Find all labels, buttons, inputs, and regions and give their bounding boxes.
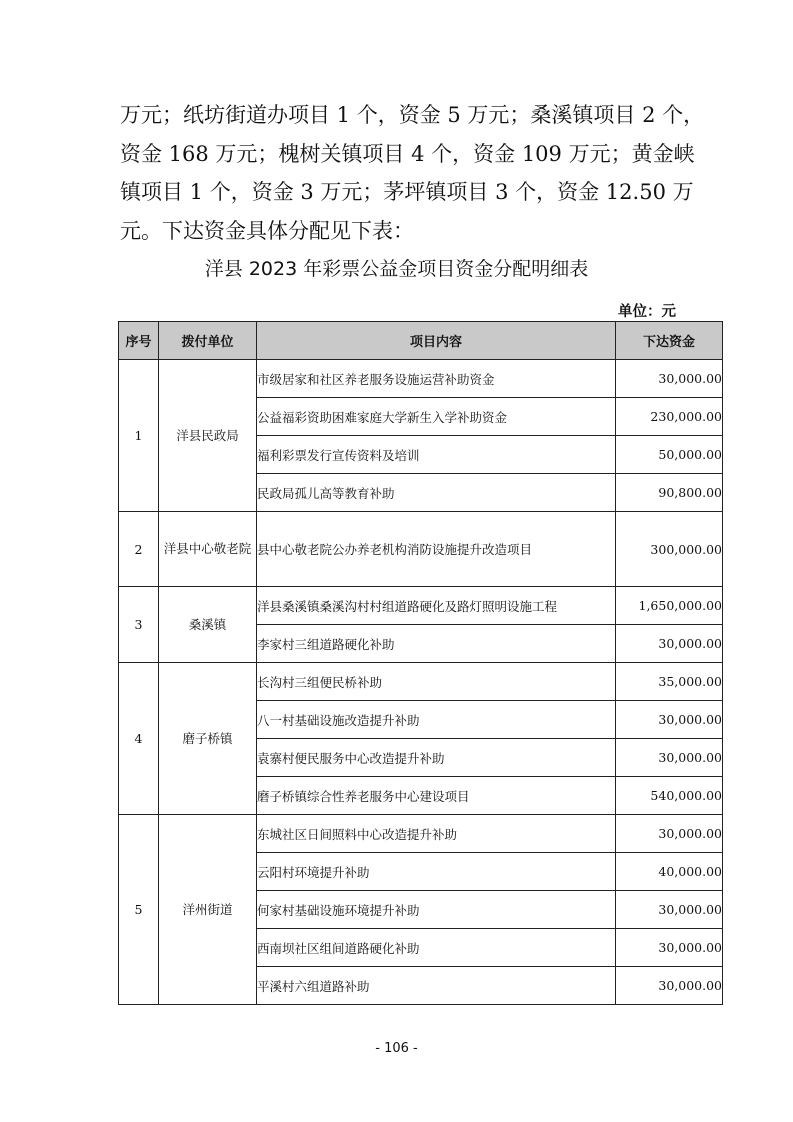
table-row bbox=[119, 360, 723, 398]
table-row bbox=[119, 663, 723, 701]
header-seq: 序号 bbox=[119, 322, 159, 360]
amount-cell: 30,000.00 bbox=[616, 701, 723, 739]
amount-cell: 50,000.00 bbox=[616, 436, 723, 474]
amount-cell: 30,000.00 bbox=[616, 625, 723, 663]
amount-cell: 30,000.00 bbox=[616, 891, 723, 929]
paragraph-line: 元。下达资金具体分配见下表： bbox=[120, 218, 414, 243]
project-cell: 洋县桑溪镇桑溪沟村村组道路硬化及路灯照明设施工程 bbox=[257, 587, 616, 625]
project-cell: 长沟村三组便民桥补助 bbox=[257, 663, 616, 701]
amount-cell: 300,000.00 bbox=[616, 512, 723, 587]
header-unit: 拨付单位 bbox=[159, 322, 257, 360]
unit-cell: 桑溪镇 bbox=[159, 587, 257, 663]
amount-cell: 30,000.00 bbox=[616, 815, 723, 853]
project-cell: 福利彩票发行宣传资料及培训 bbox=[257, 436, 616, 474]
project-cell: 何家村基础设施环境提升补助 bbox=[257, 891, 616, 929]
project-cell: 袁寨村便民服务中心改造提升补助 bbox=[257, 739, 616, 777]
project-cell: 八一村基础设施改造提升补助 bbox=[257, 701, 616, 739]
project-cell: 公益福彩资助困难家庭大学新生入学补助资金 bbox=[257, 398, 616, 436]
amount-cell: 30,000.00 bbox=[616, 360, 723, 398]
seq-cell: 4 bbox=[119, 663, 159, 815]
unit-cell: 洋县中心敬老院 bbox=[159, 512, 257, 587]
amount-cell: 35,000.00 bbox=[616, 663, 723, 701]
header-amount: 下达资金 bbox=[616, 322, 723, 360]
unit-cell: 磨子桥镇 bbox=[159, 663, 257, 815]
seq-cell: 2 bbox=[119, 512, 159, 587]
table-header-row bbox=[119, 322, 723, 360]
project-cell: 平溪村六组道路补助 bbox=[257, 967, 616, 1005]
amount-cell: 30,000.00 bbox=[616, 967, 723, 1005]
project-cell: 李家村三组道路硬化补助 bbox=[257, 625, 616, 663]
table-row bbox=[119, 587, 723, 625]
paragraph-line: 镇项目 1 个，资金 3 万元；茅坪镇项目 3 个，资金 12.50 万 bbox=[120, 180, 694, 204]
amount-cell: 230,000.00 bbox=[616, 398, 723, 436]
body-paragraph bbox=[120, 96, 705, 250]
table-row bbox=[119, 512, 723, 587]
project-cell: 磨子桥镇综合性养老服务中心建设项目 bbox=[257, 777, 616, 815]
project-cell: 西南坝社区组间道路硬化补助 bbox=[257, 929, 616, 967]
amount-cell: 30,000.00 bbox=[616, 929, 723, 967]
amount-cell: 1,650,000.00 bbox=[616, 587, 723, 625]
project-cell: 市级居家和社区养老服务设施运营补助资金 bbox=[257, 360, 616, 398]
unit-cell: 洋州街道 bbox=[159, 815, 257, 1005]
unit-label: 单位：元 bbox=[618, 304, 676, 320]
unit-cell: 洋县民政局 bbox=[159, 360, 257, 512]
table-row bbox=[119, 815, 723, 853]
paragraph-line: 万元；纸坊街道办项目 1 个，资金 5 万元；桑溪镇项目 2 个， bbox=[120, 103, 705, 127]
header-project: 项目内容 bbox=[257, 322, 616, 360]
project-cell: 东城社区日间照料中心改造提升补助 bbox=[257, 815, 616, 853]
project-cell: 民政局孤儿高等教育补助 bbox=[257, 474, 616, 512]
project-cell: 县中心敬老院公办养老机构消防设施提升改造项目 bbox=[257, 512, 616, 587]
amount-cell: 90,800.00 bbox=[616, 474, 723, 512]
paragraph-line: 资金 168 万元；槐树关镇项目 4 个，资金 109 万元；黄金峡 bbox=[120, 141, 695, 166]
amount-cell: 40,000.00 bbox=[616, 853, 723, 891]
page-number: - 106 - bbox=[375, 1041, 418, 1056]
seq-cell: 5 bbox=[119, 815, 159, 1005]
allocation-table bbox=[118, 321, 723, 1005]
table-title: 洋县 2023 年彩票公益金项目资金分配明细表 bbox=[204, 258, 589, 280]
seq-cell: 1 bbox=[119, 360, 159, 512]
project-cell: 云阳村环境提升补助 bbox=[257, 853, 616, 891]
amount-cell: 540,000.00 bbox=[616, 777, 723, 815]
seq-cell: 3 bbox=[119, 587, 159, 663]
amount-cell: 30,000.00 bbox=[616, 739, 723, 777]
